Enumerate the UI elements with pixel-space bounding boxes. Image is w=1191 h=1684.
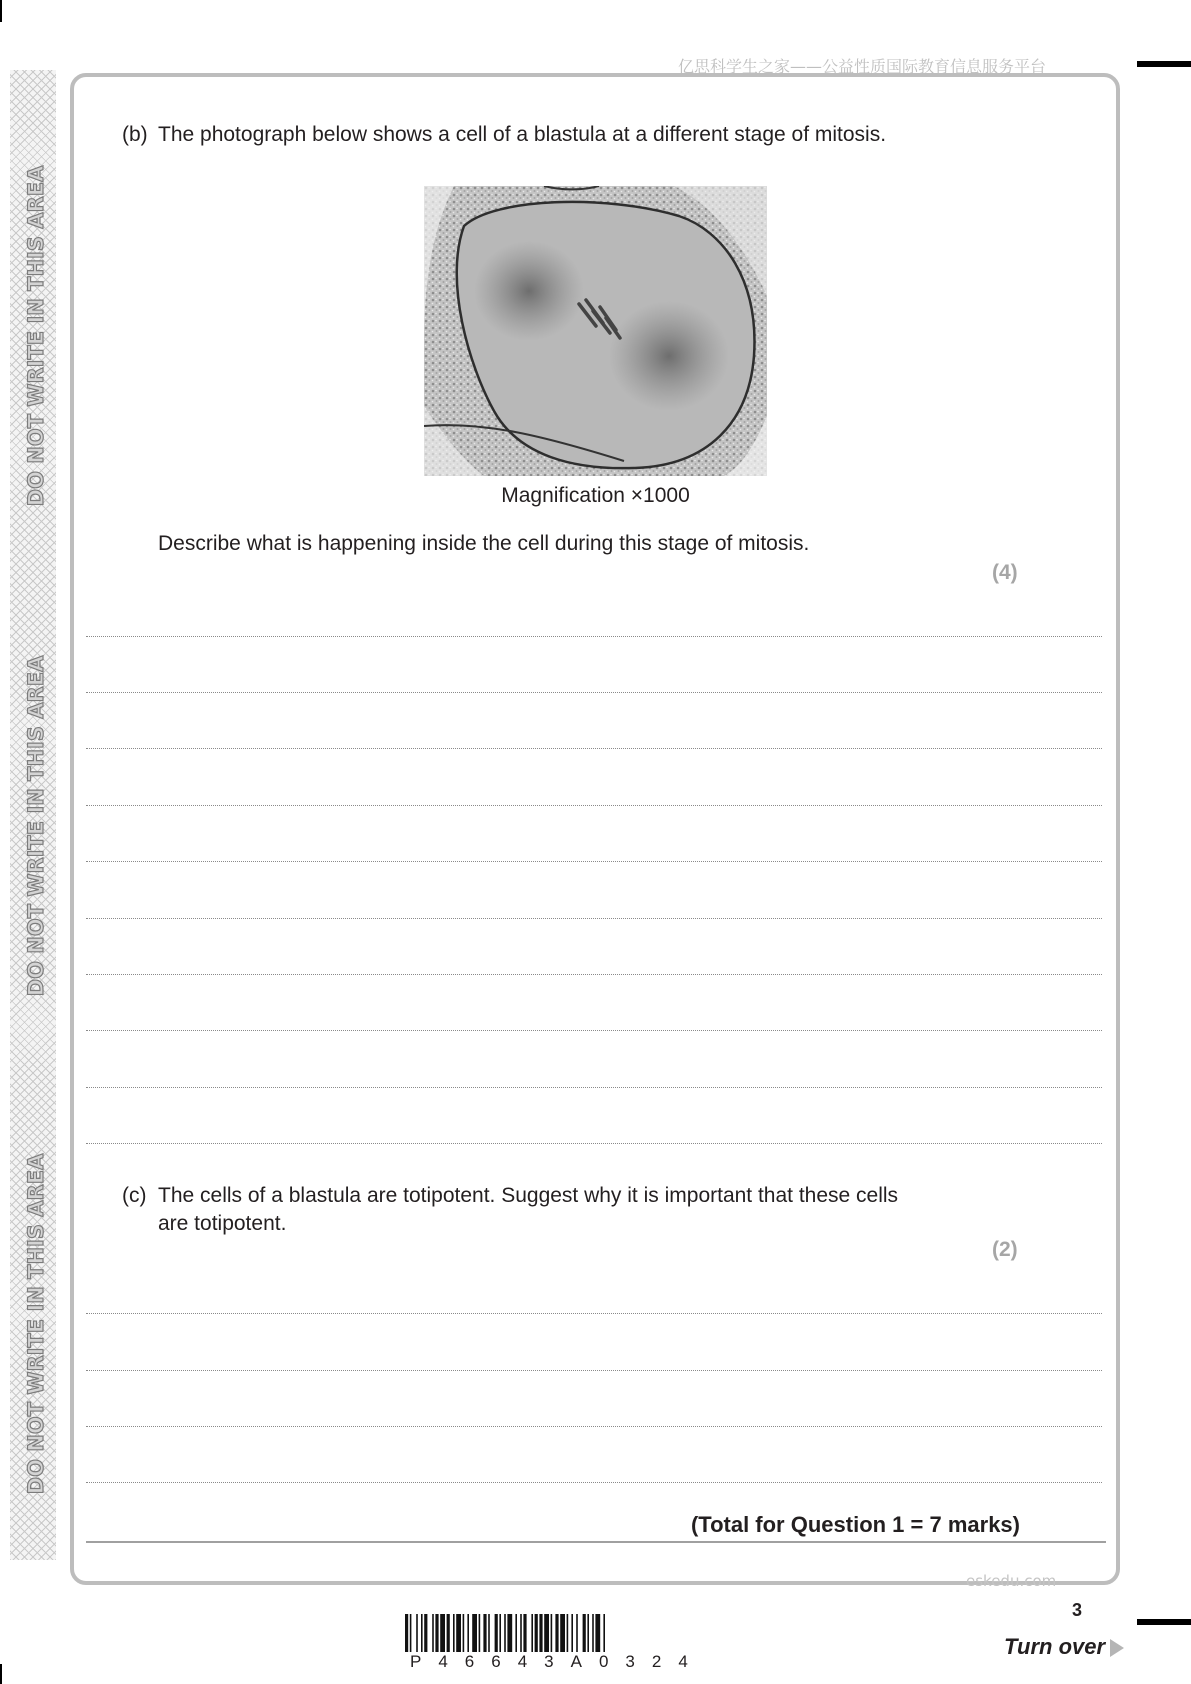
barcode-bar (560, 1614, 565, 1652)
cell-image (424, 186, 767, 476)
margin-warning-text: DO NOT WRITE IN THIS AREA (24, 165, 48, 507)
barcode-bar (523, 1614, 526, 1652)
barcode-bar (432, 1614, 434, 1652)
part-c-text-line1: The cells of a blastula are totipotent. Suggest why it is important that these cells (158, 1184, 899, 1207)
barcode-bar (440, 1614, 445, 1652)
barcode-bar (472, 1614, 477, 1652)
part-c-label: (c) (122, 1184, 147, 1207)
barcode-bar (504, 1614, 506, 1652)
barcode (405, 1614, 815, 1652)
answer-line[interactable] (86, 1087, 1102, 1088)
barcode-bar (467, 1614, 469, 1652)
part-b-marks: (4) (992, 561, 1018, 584)
barcode-bar (421, 1614, 423, 1652)
barcode-bar (453, 1614, 455, 1652)
answer-line[interactable] (86, 748, 1102, 749)
barcode-bar (583, 1614, 586, 1652)
barcode-bar (405, 1614, 408, 1652)
barcode-bar (544, 1614, 549, 1652)
barcode-bar (603, 1614, 605, 1652)
answer-line[interactable] (86, 861, 1102, 862)
barcode-bar (488, 1614, 490, 1652)
photo-caption: Magnification ×1000 (501, 484, 690, 507)
barcode-bar (551, 1614, 553, 1652)
registration-mark-top-left (0, 0, 2, 22)
turn-over-arrow-icon (1110, 1639, 1124, 1657)
answer-line[interactable] (86, 1313, 1102, 1314)
barcode-bar (495, 1614, 498, 1652)
barcode-bar (539, 1614, 542, 1652)
watermark-bottom: eskedu.com (966, 1572, 1057, 1590)
part-b-question: Describe what is happening inside the cell during this stage of mitosis. (158, 532, 810, 555)
answer-line[interactable] (86, 918, 1102, 919)
barcode-bar (410, 1614, 412, 1652)
barcode-bar (499, 1614, 501, 1652)
barcode-bar (456, 1614, 461, 1652)
answer-line[interactable] (86, 1426, 1102, 1427)
barcode-bar (435, 1614, 438, 1652)
total-marks: (Total for Question 1 = 7 marks) (690, 1512, 1020, 1537)
barcode-bar (483, 1614, 486, 1652)
barcode-bar (507, 1614, 512, 1652)
answer-line[interactable] (86, 1370, 1102, 1371)
part-c-marks: (2) (992, 1238, 1018, 1261)
barcode-bar (424, 1614, 427, 1652)
barcode-bar (520, 1614, 522, 1652)
total-divider (86, 1541, 1106, 1543)
barcode-bar (463, 1614, 465, 1652)
margin-warning-text: DO NOT WRITE IN THIS AREA (24, 655, 48, 997)
registration-mark-bottom-right (1137, 1619, 1191, 1625)
barcode-bar (447, 1614, 450, 1652)
page-number: 3 (1072, 1600, 1083, 1620)
barcode-bar (531, 1614, 533, 1652)
answer-line[interactable] (86, 805, 1102, 806)
barcode-bar (555, 1614, 558, 1652)
answer-line[interactable] (86, 1482, 1102, 1483)
answer-line[interactable] (86, 1143, 1102, 1144)
mitosis-photograph (424, 186, 767, 476)
barcode-bar (479, 1614, 481, 1652)
turn-over-label: Turn over (1004, 1634, 1106, 1659)
barcode-bar (515, 1614, 517, 1652)
barcode-bar (567, 1614, 569, 1652)
barcode-bar (571, 1614, 573, 1652)
barcode-number: P46643A0324 (410, 1652, 705, 1671)
part-b-text: The photograph below shows a cell of a blastula at a different stage of mitosis. (158, 123, 887, 146)
registration-mark-top-right (1137, 61, 1191, 67)
barcode-bar (535, 1614, 538, 1652)
barcode-bar (592, 1614, 594, 1652)
barcode-bar (576, 1614, 578, 1652)
barcode-bar (595, 1614, 600, 1652)
watermark-top: 亿思科学生之家——公益性质国际教育信息服务平台 (678, 57, 1047, 76)
margin-warning-text: DO NOT WRITE IN THIS AREA (24, 1153, 48, 1495)
barcode-bar (587, 1614, 589, 1652)
answer-line[interactable] (86, 692, 1102, 693)
registration-mark-bottom-left (0, 1664, 2, 1684)
barcode-bar (416, 1614, 418, 1652)
answer-line[interactable] (86, 636, 1102, 637)
answer-line[interactable] (86, 1030, 1102, 1031)
part-c-text-line2: are totipotent. (158, 1212, 287, 1235)
answer-line[interactable] (86, 974, 1102, 975)
part-b-label: (b) (122, 123, 148, 146)
